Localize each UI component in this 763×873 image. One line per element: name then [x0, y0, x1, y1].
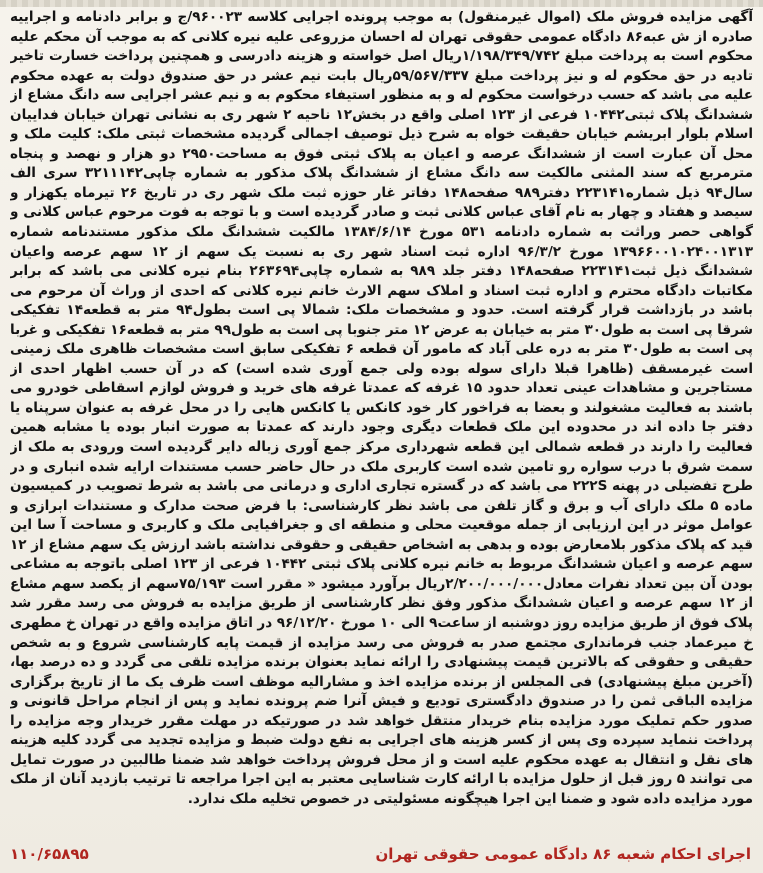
- notice-reference-code: ۱۱۰/۶۵۸۹۵: [10, 845, 89, 863]
- auction-notice-body: آگهی مزایده فروش ملک (اموال غیرمنقول) به موجب پرونده اجرایی کلاسه ۹۶۰۰۲۳/ج و برابر دادنامه و اجراییه صادره از ش عبه۸۶ دادگاه عمومی حقوقی تهران له احسان مزروعی علیه نیره کلانی که به موجب آن محکم علیه محکوم است به پرداخت مبلغ ۱/۱۹۸/۳۴۹/۷۴۲ریال اصل خواسته و هزینه دادرسی و همچنین پرداخت خسارت تاخیر تادیه در حق محکوم له و نیز پرداخت مبلغ ۵۹/۵۶۷/۳۳۷ریال بابت نیم عشر در حق صندوق دولت به عهده محکوم علیه می باشد که حسب درخواست محکوم له و به منظور استیفاء محکوم به و نیم عشر اجرایی سه دانگ مشاع از ششدانگ پلاک ثبتی۱۰۴۴۲ فرعی از ۱۲۳ اصلی واقع در بخش۱۲ ناحیه ۲ شهر ری به نشانی تهران خیابان فداییان اسلام بلوار ابریشم خیابان حقیقت خواه به شرح ذیل توصیف اجمالی گردیده مشخصات ثبتی ملک: کلیت ملک و محل آن عبارت است از ششدانگ عرصه و اعیان به پلاک ثبتی فوق به مساحت۲۹۵۰ دو هزار و نهصد و پنجاه مترمربع که سند المثنی مالکیت سه دانگ مشاع از ششدانگ پلاک مذکور به شماره چاپی۳۲۱۱۱۴۲ سری الف سال۹۴ ذیل شماره۲۲۳۱۴۱ دفتر۹۸۹ صفحه۱۴۸ دفاتر غار حوزه ثبت ملک شهر ری در تاریخ ۲۶ تیرماه یکهزار و سیصد و هفتاد و چهار به نام آقای عباس کلانی ثبت و صادر گردیده است و با توجه به فوت مرحوم عباس کلانی و گواهی حصر وراثت به شماره دادنامه ۵۳۱ مورخ ۱۳۸۴/۶/۱۴ مالکیت ششدانگ ملک مذکور مستندنامه شماره ۱۳۹۶۶۰۰۱۰۲۴۰۰۱۳۱۳ مورخ ۹۶/۳/۲ اداره ثبت اسناد شهر ری به نسبت یک سهم از ۱۲ سهم عرصه واعیان ششدانگ ذیل ثبت۲۲۳۱۴۱ صفحه۱۴۸ دفتر جلد ۹۸۹ به شماره چاپی۲۶۳۶۹۴ بنام نیره کلانی می باشد که برابر مکاتبات دادگاه محترم و اداره ثبت اسناد و املاک سهم الارث خانم نیره کلانی که احدی از وراث آن مرحوم می باشد در بازداشت قرار گرفته است. حدود و مشخصات ملک: شمالا پی است بطول۹۴ متر به قطعه۱۴ تفکیکی شرقا پی است به طول۳۰ متر به خیابان به عرض ۱۲ متر جنوبا پی است به طول۹۹ متر به قطعه۱۶ تفکیکی و غربا پی است به طول۳۰ متر به دره علی آباد که مامور آن قطعه ۶ تفکیکی سابق است مشخصات ظاهری ملک زمینی است غیرمسقف (ظاهرا قبلا دارای سوله بوده ولی جمع آوری شده است) که در آن حسب اظهار احدی از مستاجرین و مشاهدات عینی تعداد حدود ۱۵ غرفه که عمدتا غرفه های خرید و فروش لوازم اسقاطی خودرو می باشند به فعالیت مشغولند و بعضا به فراخور کار خود کانکس یا کانکس هایی را در محل غرفه به عنوان سرپناه یا دفتر جا داده اند در محدوده این ملک قطعات دیگری وجود دارند که عمدتا به صورت انبار بوده یا مشابه همین فعالیت را دارند در قطعه شمالی این قطعه شهرداری مرکز جمع آوری زباله دایر گردیده است ورودی به ملک از سمت شرق با درب سواره رو تامین شده است کاربری ملک در حال حاضر حسب مستندات ارایه شده انباری و در طرح تفضیلی در پهنه ۲۲۲S می باشد که در گستره تجاری اداری و درمانی می باشد به شرط تصویب در کمیسیون ماده ۵ ملک دارای آب و برق و گاز تلفن می باشد نظر کارشناسی: با فرض صحت مدارک و مستندات ابرازی و عوامل موثر در این ارزیابی از جمله موقعیت محلی و منطقه ای و جغرافیایی ملک و کاربری و مساحت آ سا این قید که پلاک مذکور بلامعارض بوده و بدهی به اشخاص حقیقی و حقوقی نداشته باشد ارزش یک سهم مشاع از ۱۲ سهم عرصه و اعیان ششدانگ مربوط به خانم نیره کلانی پلاک ثبتی ۱۰۴۴۲ فرعی از ۱۲۳ اصلی باتوجه به مشاعی بودن آن بین تعداد نفرات معادل۲/۲۰۰/۰۰۰/۰۰۰ریال برآورد میشود « مقرر است ۷۵/۱۹۳سهم از یکصد سهم مشاع از ۱۲ سهم عرصه و اعیان ششدانگ مذکور وفق نظر کارشناسی از طریق مزایده به فروش می رسد مقرر شد پلاک فوق از طریق مزایده روز دوشنبه از ساعت۹ الی ۱۰ مورخ ۹۶/۱۲/۲۰ در اتاق مزایده واقع در تهران خ مطهری خ میرعماد جنب فرمانداری مجتمع صدر به فروش می رسد مزایده از قیمت پایه کارشناسی شروع و به شخص حقیقی و حقوقی که بالاترین قیمت پیشنهادی را ارائه نماید بعنوان برنده مزایده تلقی می گردد و ده درصد بها، (آخرین مبلغ پیشنهادی) فی المجلس از برنده مزایده اخذ و مشارالیه موظف است ظرف یک ما از تاریخ برگزاری مزایده الباقی ثمن را در صندوق دادگستری تودیع و فیش آنرا ضم پرونده نماید و پس از انجام مراحل قانونی و صدور حکم تملیک مورد مزایده بنام خریدار منتقل خواهد شد در صورتیکه در مهلت مقرر خریدار وجه مزایده را پرداخت ننماید سپرده وی پس از کسر هزینه های اجرایی به نفع دولت ضبط و مزایده تجدید می گردد کلیه هزینه های نقل و انتقال به عهده محکوم علیه است و از محل فروش پرداخت خواهد شد ضمنا طالبین در صورت تمایل می توانند ۵ روز قبل از حلول مزایده با ارائه کارت شناسایی معتبر به این اجرا مراجعه تا ترتیب بازدید آنان از ملک مورد مزایده داده شود و ضمنا این اجرا هیچگونه مسئولیتی در خصوص تخلیه ملک ندارد.: [10, 9, 753, 807]
- notice-issuer: اجرای احکام شعبه ۸۶ دادگاه عمومی حقوقی تهران: [375, 845, 751, 863]
- notice-footer: [10, 840, 751, 868]
- top-torn-edge: [0, 0, 763, 7]
